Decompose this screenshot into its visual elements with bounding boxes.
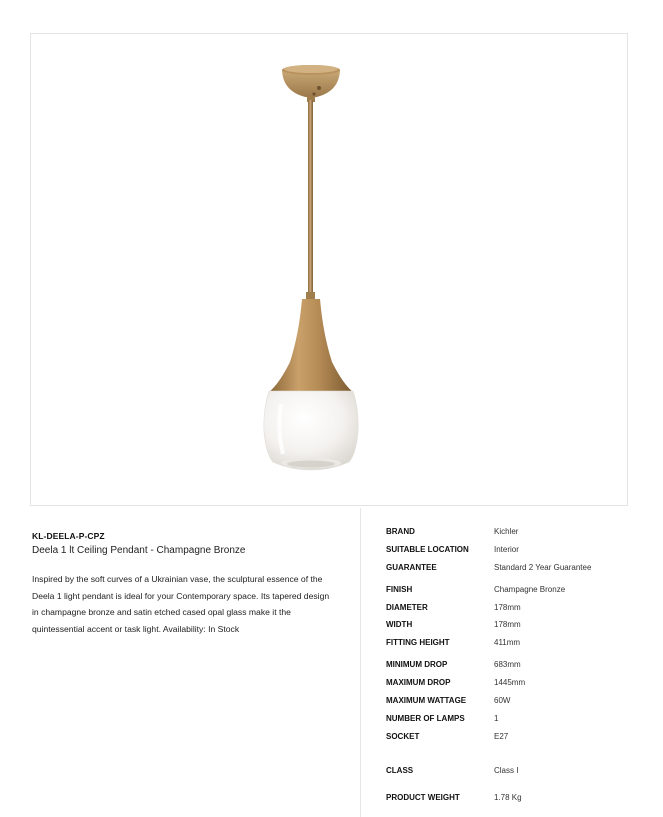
spec-row-diameter <box>386 603 646 615</box>
suspension-rod <box>308 100 313 298</box>
spec-label: DIAMETER <box>386 603 428 612</box>
spec-label: SUITABLE LOCATION <box>386 545 469 554</box>
spec-label: MAXIMUM DROP <box>386 678 451 687</box>
spec-value: 1.78 Kg <box>494 793 522 802</box>
spec-label: MINIMUM DROP <box>386 660 448 669</box>
spec-value: 411mm <box>494 638 521 647</box>
spec-label: CLASS <box>386 766 414 775</box>
column-divider <box>360 508 361 817</box>
product-sku: KL-DEELA-P-CPZ <box>32 531 105 541</box>
spec-value: 178mm <box>494 620 521 629</box>
spec-value: 60W <box>494 696 511 705</box>
spec-row-class <box>386 766 646 778</box>
spec-value: 178mm <box>494 603 521 612</box>
product-description: Inspired by the soft curves of a Ukrainian vase, the sculptural essence of the Deela 1 light pendant is ideal for your Contemporary space. Its tapered design in champagne bronze and satin etched cased opal glass make it the quintessential accent or task light. Availability: In Stock <box>32 574 330 634</box>
spec-row-maximum-wattage <box>386 696 646 708</box>
spec-label: FINISH <box>386 585 413 594</box>
spec-label: WIDTH <box>386 620 413 629</box>
spec-row-socket <box>386 732 646 744</box>
spec-value: Kichler <box>494 527 519 536</box>
spec-row-product-weight <box>386 793 646 805</box>
spec-row-width <box>386 620 646 632</box>
spec-value: E27 <box>494 732 509 741</box>
spec-row-fitting-height <box>386 638 646 650</box>
product-image-frame <box>30 33 628 506</box>
spec-label: FITTING HEIGHT <box>386 638 450 647</box>
pendant-light-image <box>31 34 629 507</box>
spec-row-maximum-drop <box>386 678 646 690</box>
spec-row-brand <box>386 527 646 539</box>
spec-value: Standard 2 Year Guarantee <box>494 563 592 572</box>
product-title: Deela 1 lt Ceiling Pendant - Champagne Bronze <box>32 545 246 556</box>
spec-row-number-of-lamps <box>386 714 646 726</box>
spec-label: BRAND <box>386 527 415 536</box>
spec-label: GUARANTEE <box>386 563 437 572</box>
spec-row-finish <box>386 585 646 597</box>
spec-value: Champagne Bronze <box>494 585 566 594</box>
spec-value: 1 <box>494 714 499 723</box>
spec-row-suitable-location <box>386 545 646 557</box>
spec-row-minimum-drop <box>386 660 646 672</box>
spec-row-guarantee <box>386 563 646 575</box>
spec-label: NUMBER OF LAMPS <box>386 714 465 723</box>
spec-value: 1445mm <box>494 678 526 687</box>
spec-label: SOCKET <box>386 732 420 741</box>
spec-label: PRODUCT WEIGHT <box>386 793 460 802</box>
spec-value: Class I <box>494 766 519 775</box>
spec-value: 683mm <box>494 660 521 669</box>
ceiling-canopy <box>282 65 340 102</box>
bronze-shade <box>269 299 353 392</box>
spec-value: Interior <box>494 545 519 554</box>
spec-label: MAXIMUM WATTAGE <box>386 696 467 705</box>
